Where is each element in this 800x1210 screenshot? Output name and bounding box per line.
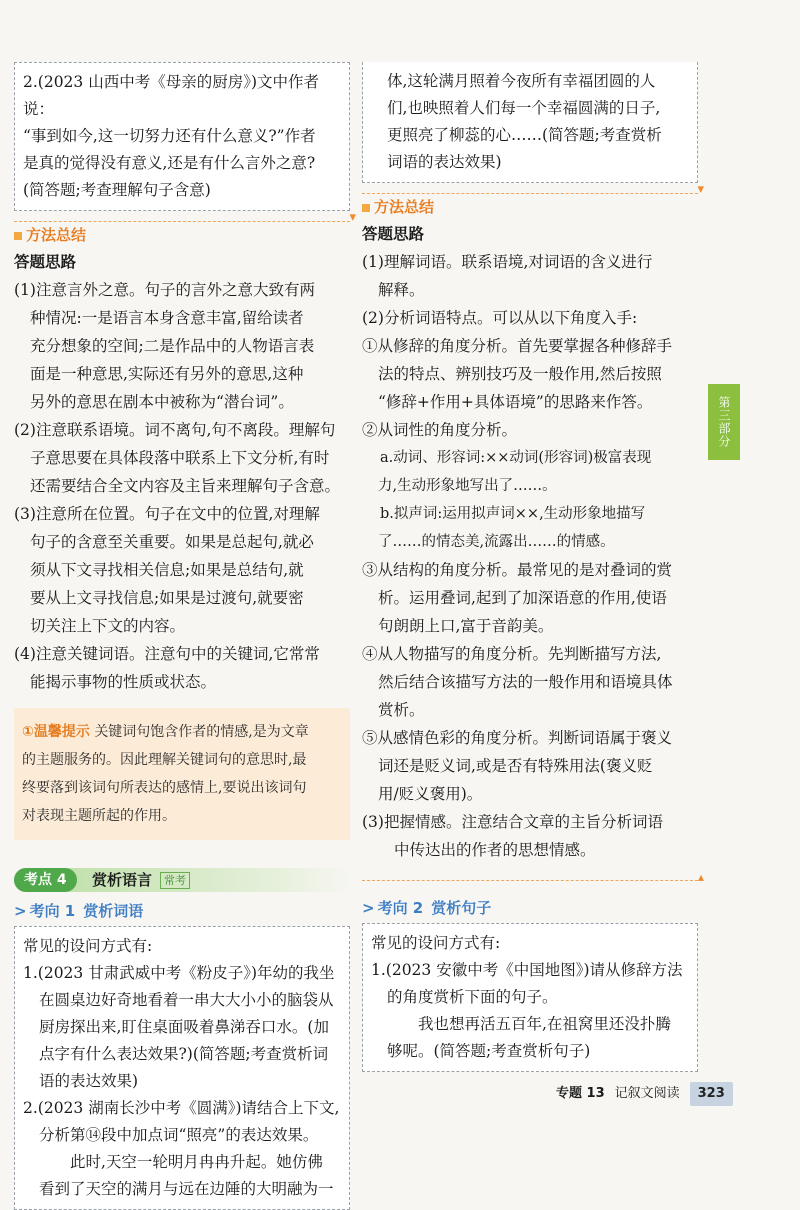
text-line: 词语的表达效果) (387, 153, 502, 171)
arrow-down-icon: ▾ (349, 210, 356, 225)
text-line: 种情况:一是语言本身含意丰富,留给读者 (30, 309, 304, 327)
text-line: ①从修辞的角度分析。首先要掌握各种修辞手 (362, 337, 673, 355)
text-line: ⑤从感情色彩的角度分析。判断词语属于褒义 (362, 729, 673, 747)
text-line: (2)分析词语特点。可以从以下角度入手: (362, 309, 638, 327)
kaodian-header (14, 868, 350, 892)
text-line: (3)注意所在位置。句子在文中的位置,对理解 (14, 505, 320, 523)
text-line: 够呢。(简答题;考查赏析句子) (387, 1042, 591, 1060)
text-line: (3)把握情感。注意结合文章的主旨分析词语 (362, 813, 663, 831)
text-line: 2.(2023 山西中考《母亲的厨房》)文中作者说： (23, 73, 320, 118)
text-line: 须从下文寻找相关信息;如果是总结句,就 (30, 561, 304, 579)
kaoxiang-number: 考向 1 (29, 902, 76, 920)
text-line: 充分想象的空间;二是作品中的人物语言表 (30, 337, 315, 355)
footer-title: 记叙文阅读 (614, 1086, 680, 1101)
arrow-down-icon: ▾ (697, 182, 704, 197)
page-footer (556, 1082, 733, 1106)
text-line: 常见的设问方式有: (371, 934, 501, 952)
text-line: 然后结合该描写方法的一般作用和语境具体 (378, 673, 673, 691)
text-line: 常见的设问方式有: (23, 937, 153, 955)
text-line: 子意思要在具体段落中联系上下文分析,有时 (30, 449, 330, 467)
text-line: 在圆桌边好奇地看着一串大大小小的脑袋从 (39, 991, 334, 1009)
question-box-sentences (362, 923, 698, 1072)
tip-text: 对表现主题所起的作用。 (22, 808, 176, 824)
question-box-words (14, 926, 350, 1210)
text-line: 的角度赏析下面的句子。 (387, 988, 558, 1006)
text-line: 了……的情态美,流露出……的情感。 (378, 534, 615, 550)
frequent-badge: 常考 (160, 872, 190, 889)
text-line: “事到如今,这一切努力还有什么意义?”作者 (23, 127, 316, 145)
arrow-up-icon: ▴ (697, 870, 704, 884)
tip-text: 终要落到该词句所表达的感情上,要说出该词句 (22, 780, 307, 796)
right-column (362, 62, 704, 1072)
approach-item-3 (14, 500, 350, 640)
square-icon (362, 204, 370, 212)
page-number: 323 (690, 1082, 733, 1106)
text-line: 体,这轮满月照着今夜所有幸福团圆的人 (387, 72, 656, 90)
text-line: (2)注意联系语境。词不离句,句不离段。理解句 (14, 421, 336, 439)
text-line: 点字有什么表达效果?)(简答题;考查赏析词 (39, 1045, 329, 1063)
method-summary-header (362, 182, 704, 220)
text-line: 赏析。 (378, 701, 425, 719)
text-line: 词还是贬义词,或是否有特殊用法(褒义贬 (378, 757, 653, 775)
method-summary-header (14, 210, 356, 248)
method-summary-label: 方法总结 (14, 224, 86, 245)
chevron-right-icon: > (362, 899, 375, 917)
question-box-continued (362, 62, 698, 183)
text-line: ③从结构的角度分析。最常见的是对叠词的赏 (362, 561, 673, 579)
text-line: 是真的觉得没有意义,还是有什么言外之意? (23, 154, 316, 172)
text-line: 此时,天空一轮明月冉冉升起。她仿佛 (39, 1153, 323, 1171)
text-line: 中传达出的作者的思想情感。 (394, 841, 596, 859)
tip-text: 关键词句饱含作者的情感,是为文章 (94, 724, 309, 740)
footer-topic: 专题 13 (556, 1086, 605, 1101)
text-line: 看到了天空的满月与远在边陲的大明融为一 (39, 1180, 334, 1198)
approach-item-2 (14, 416, 350, 500)
text-line: 1.(2023 甘肃武威中考《粉皮子》)年幼的我坐 (23, 964, 335, 982)
kaoxiang-title: 赏析词语 (83, 902, 144, 920)
text-line: 语的表达效果) (39, 1072, 139, 1090)
text-line: b.拟声词:运用拟声词××,生动形象地描写 (380, 506, 646, 522)
text-line: 句子的含意至关重要。如果是总起句,就必 (30, 533, 314, 551)
answer-approach-title: 答题思路 (14, 253, 77, 271)
kaodian-title: 赏析语言 (92, 871, 153, 889)
text-line: “修辞+作用+具体语境”的思路来作答。 (378, 393, 653, 411)
text-line: 厨房探出来,盯住桌面吸着鼻涕吞口水。(加 (39, 1018, 329, 1036)
kaoxiang-title: 赏析句子 (431, 899, 492, 917)
text-line: 力,生动形象地写出了……。 (378, 478, 557, 494)
question-box-q2 (14, 62, 350, 211)
approach-item-4 (14, 640, 350, 696)
text-line: 切关注上下文的内容。 (30, 617, 186, 635)
kaoxiang-number: 考向 2 (377, 899, 424, 917)
approach-item-1 (14, 276, 350, 416)
kaoxiang-1-header (14, 900, 350, 922)
square-icon (14, 232, 22, 240)
text-line: 分析第⑭段中加点词“照亮”的表达效果。 (39, 1126, 319, 1144)
tip-text: 的主题服务的。因此理解关键词句的意思时,最 (22, 752, 307, 768)
left-column (14, 62, 356, 1210)
text-line: (简答题;考查理解句子含意) (23, 181, 211, 199)
kaodian-number: 考点 4 (14, 868, 77, 892)
warm-tip-box (14, 708, 350, 840)
text-line: 另外的意思在剧本中被称为“潜台词”。 (30, 393, 294, 411)
text-line: 更照亮了柳蕊的心……(简答题;考查赏析 (387, 126, 662, 144)
chevron-right-icon: > (14, 902, 27, 920)
text-line: 面是一种意思,实际还有另外的意思,这种 (30, 365, 304, 383)
text-line: 法的特点、辨别技巧及一般作用,然后按照 (378, 365, 662, 383)
method-summary-label: 方法总结 (362, 196, 434, 217)
text-line: ④从人物描写的角度分析。先判断描写方法, (362, 645, 662, 663)
section-side-tab: 第三部分 (708, 384, 740, 460)
answer-approach-title: 答题思路 (362, 225, 425, 243)
text-line: 析。运用叠词,起到了加深语意的作用,使语 (378, 589, 667, 607)
text-line: 还需要结合全文内容及主旨来理解句子含意。 (30, 477, 341, 495)
kaoxiang-2-header (362, 897, 698, 919)
section-divider (362, 870, 704, 884)
text-line: 要从上文寻找信息;如果是过渡句,就要密 (30, 589, 304, 607)
text-line: 我也想再活五百年,在祖窝里还没扑腾 (387, 1015, 671, 1033)
text-line: 句朗朗上口,富于音韵美。 (378, 617, 554, 635)
text-line: 解释。 (378, 281, 425, 299)
text-line: a.动词、形容词:××动词(形容词)极富表现 (380, 450, 652, 466)
text-line: (1)理解词语。联系语境,对词语的含义进行 (362, 253, 653, 271)
text-line: 们,也映照着人们每一个幸福圆满的日子, (387, 99, 661, 117)
text-line: 用/贬义褒用)。 (378, 785, 483, 803)
text-line: 2.(2023 湖南长沙中考《圆满》)请结合上下文, (23, 1099, 340, 1117)
text-line: (1)注意言外之意。句子的言外之意大致有两 (14, 281, 315, 299)
text-line: ②从词性的角度分析。 (362, 421, 518, 439)
text-line: (4)注意关键词语。注意句中的关键词,它常常 (14, 645, 320, 663)
text-line: 1.(2023 安徽中考《中国地图》)请从修辞方法 (371, 961, 683, 979)
text-line: 能揭示事物的性质或状态。 (30, 673, 217, 691)
warm-tip-label: ①温馨提示 (22, 724, 90, 740)
